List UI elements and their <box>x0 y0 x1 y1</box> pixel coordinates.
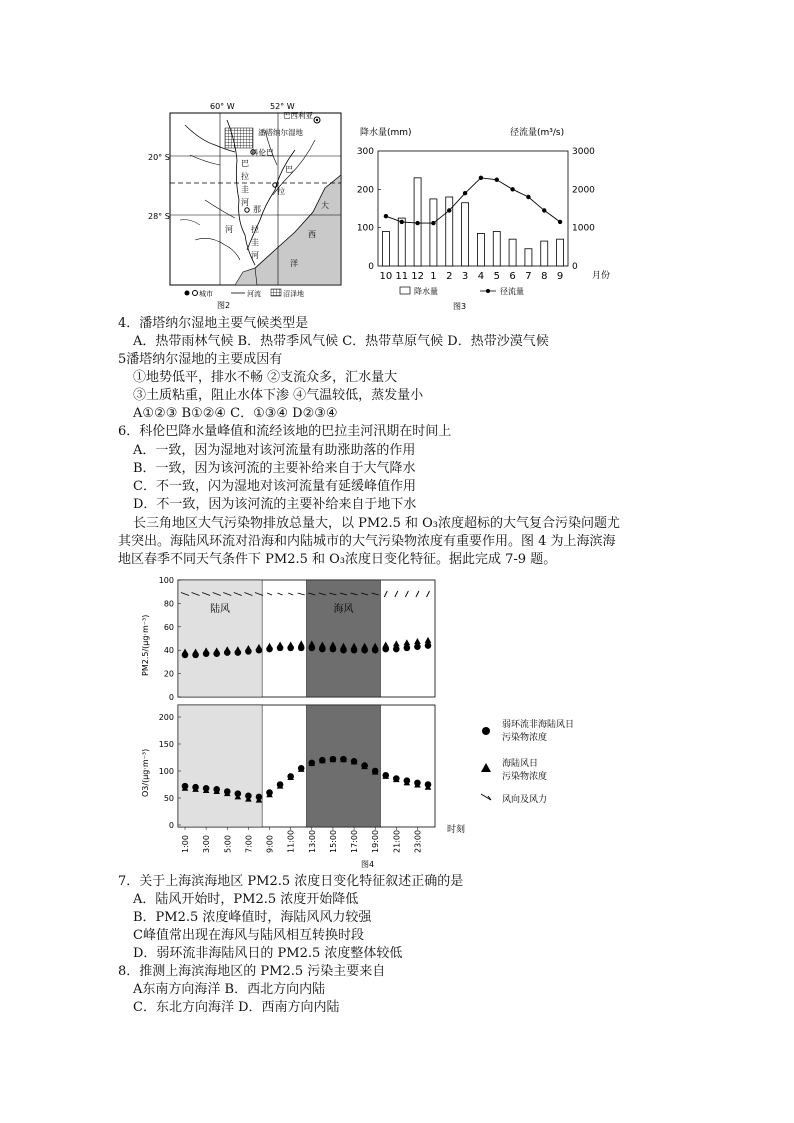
fig3-x-tick-label: 11 <box>395 271 409 282</box>
question-7: 7．关于上海滨海地区 PM2.5 浓度日变化特征叙述正确的是 <box>118 874 464 889</box>
legend-city: 城市 <box>199 290 213 298</box>
fig3-right-tick-label: 2000 <box>572 185 595 196</box>
fig4-x-unit: 时刻 <box>447 825 466 835</box>
fig3-x-tick-label: 1 <box>430 271 437 282</box>
fig4-sea-wind-label: 海风 <box>333 604 354 615</box>
label-wetland: 潘塔纳尔湿地 <box>258 128 303 137</box>
label-paraguay-4: 河 <box>241 198 249 207</box>
label-ocean-yang: 洋 <box>290 259 298 268</box>
question-5: 5潘塔纳尔湿地的主要成因有 <box>118 352 283 367</box>
label-paraguay-2: 拉 <box>241 172 249 181</box>
question-8-options-ab: A东南方向海洋 B．西北方向内陆 <box>133 982 326 997</box>
label-paraguay2-1: 拉 <box>251 225 259 234</box>
label-paraguay2-3: 河 <box>251 251 259 260</box>
fig4-legend-landsea-2: 污染物浓度 <box>502 772 548 782</box>
fig4-x-tick-label: 5:00 <box>223 835 233 853</box>
figure-2-caption: 图2 <box>217 301 231 310</box>
fig3-bar <box>398 218 405 266</box>
fig3-bar <box>493 232 500 267</box>
fig4-sea-wind-shade <box>307 580 381 697</box>
question-4-options: A．热带雨林气候 B．热带季风气候 C．热带草原气候 D．热带沙漠气候 <box>133 334 549 349</box>
fig4-pm25-tick-label: 0 <box>168 693 174 702</box>
fig4-land-wind-shade <box>178 580 262 697</box>
fig3-runoff-point <box>558 220 562 224</box>
fig4-x-tick-label: 11:00 <box>286 829 296 853</box>
fig4-ylabel-o3: O3/(μg·m⁻³) <box>141 748 150 797</box>
fig3-right-tick-label: 1000 <box>572 223 595 234</box>
fig4-pm25-tick-label: 60 <box>163 622 174 632</box>
fig3-x-tick-label: 8 <box>541 271 548 282</box>
label-corumba: 科伦巴 <box>251 148 274 157</box>
fig3-x-tick-label: 10 <box>379 271 393 282</box>
fig4-x-tick-label: 15:00 <box>328 829 338 853</box>
fig3-runoff-point <box>431 221 435 225</box>
fig4-x-tick-label: 3:00 <box>202 835 212 853</box>
fig3-x-tick-label: 9 <box>556 271 564 282</box>
label-ocean-da: 大 <box>321 201 329 210</box>
label-bolivia: 巴西利亚 <box>283 111 313 120</box>
fig4-o3-tick-label: 0 <box>168 821 174 830</box>
fig3-bar <box>541 241 548 266</box>
lon-label-60w: 60° W <box>210 102 235 111</box>
fig4-o3-tick-label: 150 <box>158 740 174 749</box>
fig4-pm25-circle <box>414 643 421 650</box>
lon-label-52w: 52° W <box>270 102 295 111</box>
fig4-x-tick-label: 9:00 <box>265 835 275 853</box>
fig4-o3-tick-label: 200 <box>158 713 174 722</box>
fig3-left-tick-label: 300 <box>356 147 374 157</box>
fig4-legend-wind: 风向及风力 <box>502 795 548 805</box>
question-7-option-a: A．陆风开始时，PM2.5 浓度开始降低 <box>133 892 359 907</box>
fig3-bar <box>525 249 532 266</box>
fig3-x-unit: 月份 <box>592 271 611 281</box>
fig3-runoff-point <box>510 187 514 191</box>
fig4-ylabel-pm25: PM2.5/(μg·m⁻³) <box>141 614 150 676</box>
fig3-ylabel-right: 径流量(m³/s) <box>510 128 565 138</box>
fig3-bar <box>557 239 564 266</box>
figure-2-map <box>148 100 355 315</box>
figure-3-chart <box>348 118 623 313</box>
question-6-option-b: B．一致，因为该河流的主要补给来自于大气降水 <box>133 461 416 476</box>
fig4-pm25-tick-label: 20 <box>163 669 174 679</box>
label-paraguay2-2: 圭 <box>251 238 259 247</box>
fig3-bar <box>509 239 516 266</box>
fig3-runoff-point <box>542 208 546 212</box>
question-7-option-c: C峰值常出现在海风与陆风相互转换时段 <box>133 928 364 943</box>
fig3-bar <box>462 203 469 266</box>
question-6-option-c: C．不一致，闪为湿地对该河流量有延缓峰值作用 <box>133 479 416 494</box>
fig3-legend-runoff: 径流量 <box>500 287 524 296</box>
lat-label-28s: 28° S <box>148 212 170 221</box>
figure-4-chart <box>135 572 615 872</box>
fig4-x-tick-label: 17:00 <box>350 829 360 853</box>
fig4-land-wind-label: 陆风 <box>210 604 231 615</box>
fig3-bar <box>382 232 389 267</box>
fig4-x-tick-label: 7:00 <box>244 835 254 853</box>
intro-paragraph-line-2: 其突出。海陆风环流对沿海和内陆城市的大气污染物浓度有重要作用。图 4 为上海滨海 <box>118 534 616 549</box>
fig3-runoff-point <box>495 178 499 182</box>
figure-4-caption: 图4 <box>361 860 375 869</box>
label-paraguay-1: 巴 <box>241 159 249 168</box>
question-6-option-d: D．不一致，因为该河流的主要补给来自于地下水 <box>133 497 417 512</box>
fig4-sea-wind-shade <box>307 705 381 827</box>
label-parana-3: 那 <box>253 205 261 214</box>
question-5-options: A①②③ B①②④ C．①③④ D②③④ <box>133 406 338 421</box>
fig3-left-tick-label: 200 <box>356 185 374 196</box>
fig4-x-tick-label: 23:00 <box>413 829 423 853</box>
label-parana-1: 巴 <box>285 165 293 174</box>
question-4: 4．潘塔纳尔湿地主要气候类型是 <box>118 316 309 331</box>
figure-3-caption: 图3 <box>453 302 467 311</box>
fig3-ylabel-left: 降水量(mm) <box>360 128 412 138</box>
fig3-bar <box>430 199 437 266</box>
question-5-line-1: ①地势低平，排水不畅 ②支流众多，汇水量大 <box>133 370 398 385</box>
fig4-legend-landsea-1: 海陆风日 <box>502 759 539 769</box>
fig4-land-wind-shade <box>178 705 262 827</box>
fig4-pm25-tick-label: 80 <box>163 599 174 609</box>
fig3-bar <box>477 233 484 266</box>
question-8-options-cd: C．东北方向海洋 D．西南方向内陆 <box>133 1000 340 1015</box>
question-7-option-b: B．PM2.5 浓度峰值时，海陆风风力较强 <box>133 910 372 925</box>
label-river-he: 河 <box>225 225 233 234</box>
fig4-o3-tick-label: 50 <box>163 794 174 803</box>
fig3-right-tick-label: 0 <box>572 262 578 272</box>
label-parana-2: 拉 <box>277 187 285 196</box>
fig3-runoff-point <box>463 191 467 195</box>
fig3-runoff-point <box>526 195 530 199</box>
fig3-legend-precip: 降水量 <box>414 287 438 296</box>
question-7-option-d: D．弱环流非海陆风日的 PM2.5 浓度整体较低 <box>133 946 403 961</box>
fig3-left-tick-label: 100 <box>356 223 374 234</box>
fig4-pm25-circle <box>425 642 432 649</box>
label-paraguay-3: 圭 <box>241 185 249 194</box>
fig3-x-tick-label: 3 <box>461 271 469 282</box>
fig3-left-tick-label: 0 <box>368 262 374 272</box>
fig4-legend-weak-1: 弱环流非海陆风日 <box>502 720 575 730</box>
legend-marsh: 沼泽地 <box>283 290 304 298</box>
fig4-x-tick-label: 1:00 <box>181 835 190 853</box>
fig4-pm25-circle <box>393 646 400 653</box>
fig3-x-tick-label: 4 <box>477 271 485 282</box>
fig3-right-tick-label: 3000 <box>572 147 595 157</box>
fig4-pm25-circle <box>404 645 411 652</box>
fig4-pm25-tick-label: 100 <box>158 576 174 585</box>
fig3-runoff-point <box>400 220 404 224</box>
question-5-line-2: ③土质粘重，阻止水体下渗 ④气温较低，蒸发量小 <box>133 388 424 403</box>
fig3-runoff-point <box>447 208 451 212</box>
fig3-runoff-point <box>479 176 483 180</box>
label-ocean-xi: 西 <box>308 230 316 239</box>
fig4-x-tick-label: 19:00 <box>371 829 381 853</box>
question-6: 6．科伦巴降水量峰值和流经该地的巴拉圭河汛期在时间上 <box>118 424 452 439</box>
fig4-legend-weak-2: 污染物浓度 <box>502 733 548 743</box>
fig3-x-tick-label: 2 <box>446 271 453 282</box>
fig3-x-tick-label: 7 <box>525 271 532 282</box>
intro-paragraph-line-3: 地区春季不同天气条件下 PM2.5 和 O₃浓度日变化特征。据此完成 7-9 题。 <box>118 552 557 567</box>
fig3-x-tick-label: 5 <box>493 271 500 282</box>
fig4-o3-tick-label: 100 <box>158 767 174 776</box>
fig4-pm25-tick-label: 40 <box>163 646 174 656</box>
fig3-x-tick-label: 6 <box>509 271 516 282</box>
fig4-x-tick-label: 13:00 <box>307 829 317 853</box>
legend-river: 河流 <box>247 290 261 298</box>
lat-label-20s: 20° S <box>148 153 170 162</box>
fig3-runoff-point <box>384 214 388 218</box>
fig3-frame <box>378 151 568 266</box>
fig4-x-tick-label: 21:00 <box>392 829 402 853</box>
question-6-option-a: A．一致，因为湿地对该河流量有助涨助落的作用 <box>133 443 416 458</box>
fig3-runoff-point <box>415 221 419 225</box>
question-8: 8．推测上海滨海地区的 PM2.5 污染主要来自 <box>118 964 386 979</box>
intro-paragraph-line-1: 长三角地区大气污染物排放总量大，以 PM2.5 和 O₃浓度超标的大气复合污染问题尤 <box>133 516 620 531</box>
fig3-x-tick-label: 12 <box>411 271 424 282</box>
